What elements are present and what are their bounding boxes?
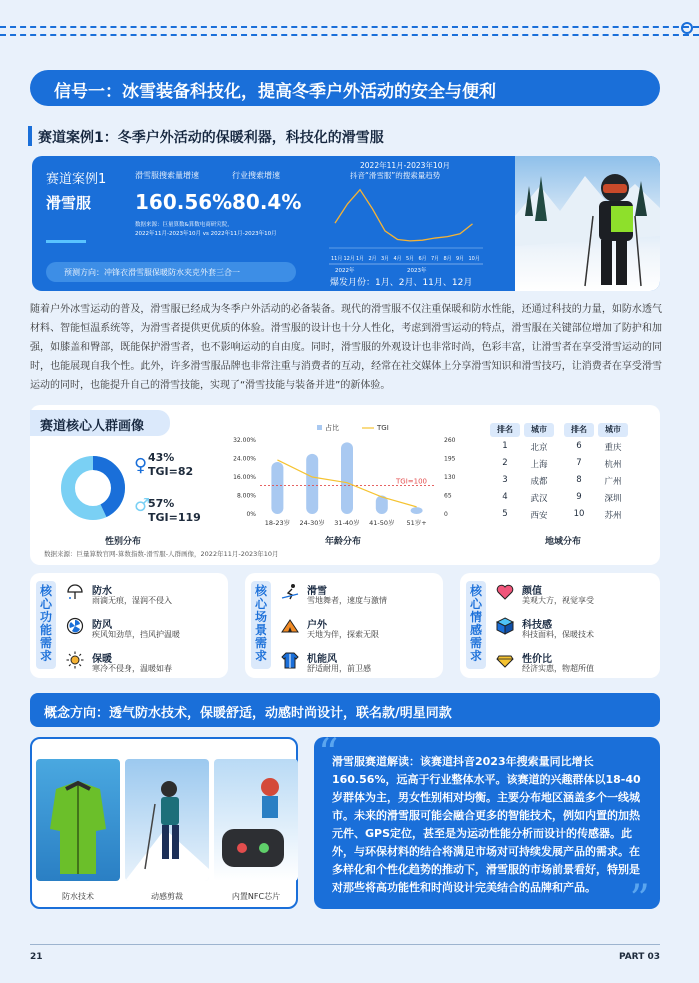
region-cell: 9 bbox=[576, 492, 582, 502]
region-cell: 苏州 bbox=[604, 511, 622, 521]
metric1-label: 滑雪服搜索量增速 bbox=[135, 171, 199, 180]
metric1-value: 160.56% bbox=[135, 190, 233, 214]
region-header-cell: 城市 bbox=[598, 423, 628, 437]
trend-month-label: 4月 bbox=[393, 256, 402, 262]
female-icon: ♀ bbox=[134, 455, 148, 476]
photo-dynamic-cut bbox=[125, 759, 209, 881]
age-category-label: 31-40岁 bbox=[334, 519, 360, 527]
age-bar bbox=[341, 442, 353, 514]
y-left-tick: 24.00% bbox=[233, 455, 256, 463]
region-cell: 1 bbox=[502, 441, 508, 451]
y-left-tick: 32.00% bbox=[233, 437, 256, 444]
fan-icon bbox=[66, 617, 84, 635]
female-tgi: TGI=82 bbox=[148, 465, 194, 478]
trend-title-2: 抖音“滑雪服”的搜索量趋势 bbox=[350, 171, 441, 180]
footer-divider bbox=[30, 944, 660, 945]
forecast-text: 预测方向：冲锋衣滑雪服保暖防水夹克外套三合一 bbox=[64, 268, 240, 277]
skier-photo bbox=[515, 156, 660, 291]
photo-waterproof bbox=[36, 759, 120, 881]
age-category-label: 51岁+ bbox=[406, 519, 427, 527]
legend-bar-swatch bbox=[317, 425, 322, 430]
male-icon: ♂ bbox=[134, 495, 151, 516]
region-cell: 重庆 bbox=[604, 443, 622, 453]
func-needs-card bbox=[30, 573, 228, 678]
open-quote-icon: “ bbox=[318, 731, 339, 777]
age-bar bbox=[306, 454, 318, 514]
emo-need-3-sub: 经济实惠，物超所值 bbox=[522, 664, 594, 673]
hero-case-label: 赛道案例1 bbox=[46, 172, 107, 187]
hero-card bbox=[32, 156, 660, 291]
age-category-label: 24-30岁 bbox=[299, 519, 325, 527]
scene-needs-tag: 核心场景需求 bbox=[251, 581, 271, 669]
umbrella-icon bbox=[66, 583, 84, 601]
gender-donut bbox=[58, 453, 128, 523]
trend-title-1: 2022年11月-2023年10月 bbox=[360, 161, 450, 170]
analysis-text: 滑雪服赛道解读：该赛道抖音2023年搜索量同比增长160.56%，远高于行业整体水平。该赛道的兴趣群体以18-40岁群体为主，男女性别相对均衡。主要分布地区涵盖多个一线城市。未来的滑雪服可能会融合更多的智能技术，例如内置的加热元件、GPS定位，甚至是为运动性能分析而设计的传感器。此外，与环保材料的结合将满足市场对可持续发展产品的需求。在多样化和个性化趋势的推动下，滑雪服的市场前景看好，特别是对那些将高功能性和时尚设计完美结合的品牌和产品。 bbox=[332, 755, 641, 894]
jacket-icon bbox=[281, 651, 299, 669]
func-needs-tag: 核心功能需求 bbox=[36, 581, 56, 669]
dashed-divider-top bbox=[0, 26, 699, 28]
age-category-label: 41-50岁 bbox=[369, 519, 395, 527]
male-tgi: TGI=119 bbox=[148, 511, 201, 524]
section-banner bbox=[30, 70, 660, 106]
section-title: 信号一：冰雪装备科技化，提高冬季户外活动的安全与便利 bbox=[54, 82, 496, 102]
age-category-label: 18-23岁 bbox=[264, 519, 291, 527]
portrait-source: 数据来源：巨量算数官网-算数指数-滑雪服-人群画像，2022年11月-2023年10月 bbox=[44, 550, 279, 558]
region-cell: 上海 bbox=[530, 460, 548, 470]
func-need-1-title: 防水 bbox=[92, 586, 112, 597]
region-cell: 北京 bbox=[530, 443, 548, 453]
ring-decoration bbox=[681, 22, 693, 34]
trend-month-label: 9月 bbox=[456, 256, 465, 262]
product-photos bbox=[30, 737, 298, 909]
emotion-needs-tag: 核心情感需求 bbox=[466, 581, 486, 669]
func-need-3-sub: 寒冷不侵身，温暖如春 bbox=[92, 664, 172, 673]
trend-month-label: 6月 bbox=[418, 256, 427, 262]
burst-months: 爆发月份：1月、2月、11月、12月 bbox=[330, 278, 473, 288]
y-right-tick: 195 bbox=[444, 455, 456, 463]
trend-month-label: 1月 bbox=[356, 256, 365, 262]
region-header-cell: 排名 bbox=[564, 423, 594, 437]
region-row bbox=[490, 456, 630, 473]
age-chart bbox=[222, 420, 477, 530]
diamond-icon bbox=[496, 651, 514, 669]
scene-need-1-sub: 雪地舞者，速度与激情 bbox=[307, 596, 387, 605]
region-cell: 2 bbox=[502, 458, 508, 468]
concept-bar bbox=[30, 693, 660, 727]
trend-month-label: 10月 bbox=[468, 256, 480, 262]
tgi-reference-label: TGI=100 bbox=[396, 477, 427, 486]
dashed-divider-second bbox=[0, 34, 699, 36]
skier-illustration bbox=[515, 156, 660, 291]
photo-nfc-chip bbox=[214, 759, 298, 881]
skiing-icon bbox=[281, 583, 299, 601]
hero-case-name: 滑雪服 bbox=[46, 194, 92, 212]
emo-need-3-title: 性价比 bbox=[522, 654, 552, 665]
portrait-title-tab bbox=[30, 410, 170, 436]
hero-accent-line bbox=[46, 240, 86, 243]
scene-need-3-sub: 舒适耐用，前卫感 bbox=[307, 664, 371, 673]
hero-source: 数据来源：巨量算数&算数电商研究院， bbox=[135, 222, 233, 228]
y-right-tick: 130 bbox=[444, 474, 456, 481]
metric2-label: 行业搜索增速 bbox=[232, 171, 280, 180]
gender-label: 性别分布 bbox=[105, 537, 142, 547]
func-need-2-sub: 疾风知劲草，挡风护温暖 bbox=[92, 630, 180, 639]
year-2023: 2023年 bbox=[407, 268, 427, 274]
region-cell: 广州 bbox=[604, 477, 622, 487]
trend-month-label: 8月 bbox=[443, 256, 452, 262]
region-cell: 武汉 bbox=[530, 494, 548, 504]
portrait-title: 赛道核心人群画像 bbox=[40, 419, 145, 434]
concept-text: 概念方向：透气防水技术，保暖舒适，动感时尚设计，联名款/明星同款 bbox=[44, 706, 452, 721]
caption-waterproof: 防水技术 bbox=[62, 892, 94, 901]
legend-line-label: TGI bbox=[377, 424, 389, 432]
region-label: 地域分布 bbox=[545, 537, 582, 547]
region-cell: 3 bbox=[502, 475, 508, 485]
scene-need-2-sub: 天地为伴，探索无限 bbox=[307, 630, 379, 639]
age-label: 年龄分布 bbox=[325, 537, 362, 547]
region-row bbox=[490, 439, 630, 456]
caption-dynamic-cut: 动感剪裁 bbox=[151, 892, 183, 901]
trend-month-label: 11月 bbox=[331, 256, 343, 262]
scene-need-3-title: 机能风 bbox=[307, 654, 337, 665]
year-2022: 2022年 bbox=[335, 268, 355, 274]
male-pct: 57% bbox=[148, 497, 175, 510]
region-table bbox=[490, 423, 630, 524]
trend-month-label: 12月 bbox=[343, 256, 355, 262]
female-pct: 43% bbox=[148, 451, 175, 464]
legend-bar-label: 占比 bbox=[325, 424, 339, 432]
func-need-2-title: 防风 bbox=[92, 620, 112, 631]
intro-paragraph: 随着户外冰雪运动的普及，滑雪服已经成为冬季户外活动的必备装备。现代的滑雪服不仅注重保暖和防水性能，还通过科技的力量，如防水透气材料、智能恒温系统等，为滑雪者提供更优质的体验。滑雪服的设计也十分人性化，考虑到滑雪运动的特点，滑雪服在关键部位增加了防护和加强，如膝盖和臀部，既能保护滑雪者，也不影响运动的自由度。同时，滑雪服的外观设计也非常时尚，色彩丰富，让滑雪者在享受滑雪运动的同时，也能展现自我个性。此外，许多滑雪服品牌也非常注重与消费者的互动，经常在社交媒体上分享滑雪知识和滑雪技巧，让消费者在享受滑雪运动的同时，也能提升自己的滑雪技能，实现了“滑雪技能与装备并进”的新体验。 bbox=[30, 304, 662, 391]
region-cell: 西安 bbox=[530, 511, 548, 521]
sun-icon bbox=[66, 651, 84, 669]
region-header-cell: 城市 bbox=[524, 423, 554, 437]
y-left-tick: 8.00% bbox=[236, 492, 256, 500]
metric2-value: 80.4% bbox=[232, 190, 302, 214]
trend-line bbox=[335, 190, 473, 241]
region-cell: 4 bbox=[502, 492, 508, 502]
scene-need-1-title: 滑雪 bbox=[307, 586, 327, 597]
func-need-3-title: 保暖 bbox=[92, 654, 112, 665]
age-bar bbox=[411, 507, 423, 514]
part-label: PART 03 bbox=[618, 952, 660, 962]
scene-need-2-title: 户外 bbox=[307, 620, 327, 631]
analysis-box bbox=[314, 731, 660, 923]
caption-nfc-chip: 内置NFC芯片 bbox=[231, 892, 281, 901]
trend-month-label: 5月 bbox=[406, 256, 415, 262]
heart-icon bbox=[496, 583, 514, 601]
forecast-pill bbox=[46, 262, 296, 282]
y-left-tick: 0% bbox=[246, 511, 256, 518]
case-title-text: 赛道案例1：冬季户外活动的保暖利器，科技化的滑雪服 bbox=[38, 130, 384, 146]
cube-icon bbox=[496, 617, 514, 635]
region-cell: 深圳 bbox=[604, 494, 622, 504]
case-title bbox=[28, 127, 384, 147]
region-cell: 成都 bbox=[530, 477, 548, 487]
emo-need-2-title: 科技感 bbox=[522, 620, 552, 631]
trend-chart bbox=[327, 180, 485, 274]
region-row bbox=[490, 507, 630, 524]
y-left-tick: 16.00% bbox=[233, 474, 256, 481]
region-cell: 10 bbox=[573, 509, 585, 519]
close-quote-icon: ” bbox=[629, 877, 650, 923]
region-cell: 杭州 bbox=[604, 460, 622, 470]
y-right-tick: 0 bbox=[444, 511, 448, 518]
region-row bbox=[490, 490, 630, 507]
region-cell: 6 bbox=[576, 441, 582, 451]
tent-icon bbox=[281, 617, 299, 635]
region-header-cell: 排名 bbox=[490, 423, 520, 437]
y-right-tick: 260 bbox=[444, 437, 456, 444]
page-number: 21 bbox=[30, 952, 43, 962]
trend-month-label: 7月 bbox=[431, 256, 440, 262]
scene-needs-card bbox=[245, 573, 443, 678]
func-need-1-sub: 雨滴无痕，湿润不侵入 bbox=[92, 596, 172, 605]
emo-need-2-sub: 科技面料，保暖技术 bbox=[522, 630, 594, 639]
age-bar bbox=[271, 462, 283, 514]
region-row bbox=[490, 473, 630, 490]
region-cell: 5 bbox=[502, 509, 508, 519]
trend-month-label: 2月 bbox=[368, 256, 377, 262]
region-cell: 8 bbox=[576, 475, 582, 485]
emo-need-1-title: 颜值 bbox=[522, 586, 542, 597]
hero-period: 2022年11月-2023年10月 vs 2022年11月-2023年10月 bbox=[135, 231, 277, 237]
emotion-needs-card bbox=[460, 573, 660, 678]
emo-need-1-sub: 美观大方，视觉享受 bbox=[522, 596, 594, 605]
y-right-tick: 65 bbox=[444, 492, 452, 500]
region-cell: 7 bbox=[576, 458, 582, 468]
trend-month-label: 3月 bbox=[381, 256, 390, 262]
